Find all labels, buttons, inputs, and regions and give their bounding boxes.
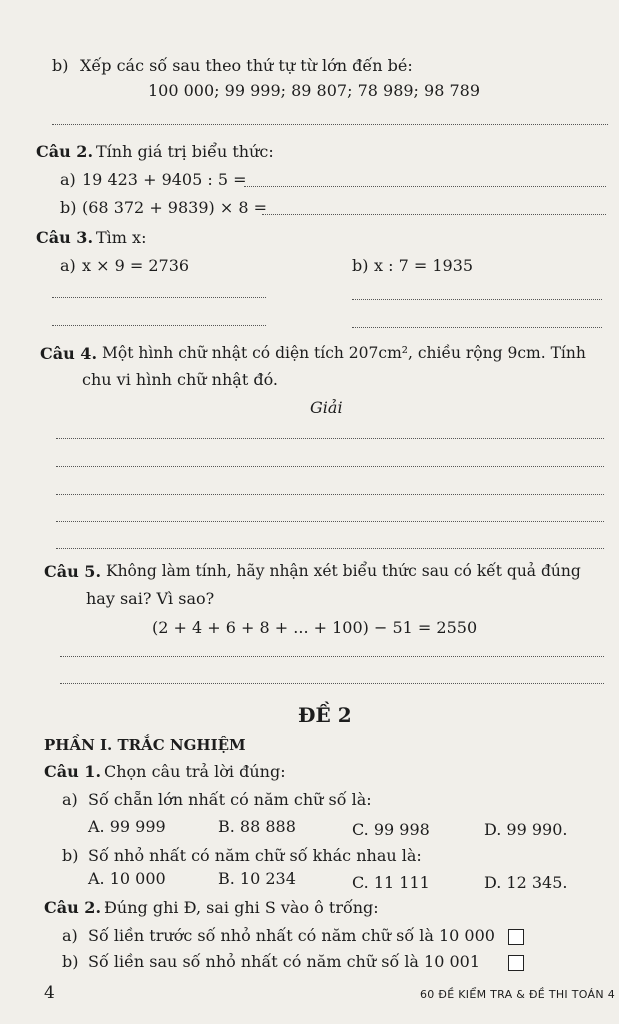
question-label: Câu 2. <box>44 898 102 917</box>
answer-line <box>52 124 608 125</box>
option-b: B. 10 234 <box>218 869 296 888</box>
question-text: Tính giá trị biểu thức: <box>96 142 274 161</box>
expression: 19 423 + 9405 : 5 = <box>82 170 247 189</box>
item-label: a) <box>60 256 76 275</box>
question-text: Số nhỏ nhất có năm chữ số khác nhau là: <box>88 846 422 865</box>
item-label: b) <box>60 198 77 217</box>
answer-line <box>56 438 604 439</box>
option-c: C. 99 998 <box>352 820 430 839</box>
answer-line <box>262 214 606 215</box>
answer-line <box>352 327 602 328</box>
expression: (2 + 4 + 6 + 8 + ... + 100) − 51 = 2550 <box>152 618 478 637</box>
answer-line <box>56 494 604 495</box>
question-text: Tìm x: <box>96 228 147 247</box>
question-text: Chọn câu trả lời đúng: <box>104 762 286 781</box>
question-label: Câu 2. <box>36 142 94 161</box>
answer-line <box>244 186 606 187</box>
expression: (68 372 + 9839) × 8 = <box>82 198 268 217</box>
question-text: Số liền sau số nhỏ nhất có năm chữ số là 10 001 <box>88 952 481 971</box>
item-label: a) <box>62 790 78 809</box>
question-text: Số liền trước số nhỏ nhất có năm chữ số là 10 000 <box>88 926 495 945</box>
answer-line <box>56 548 604 549</box>
answer-line <box>352 299 602 300</box>
question-label: Câu 4. <box>40 344 98 363</box>
page-number: 4 <box>44 983 55 1003</box>
option-c: C. 11 111 <box>352 873 430 892</box>
question-text: chu vi hình chữ nhật đó. <box>82 370 279 389</box>
section-heading: PHẦN I. TRẮC NGHIỆM <box>44 736 246 754</box>
question-label: Câu 3. <box>36 228 94 247</box>
question-text: hay sai? Vì sao? <box>86 589 215 608</box>
answer-line <box>56 521 604 522</box>
item-label: b) <box>62 952 79 971</box>
question-text: Không làm tính, hãy nhận xét biểu thức sau có kết quả đúng <box>106 562 581 580</box>
expression: x × 9 = 2736 <box>82 256 190 275</box>
answer-checkbox[interactable] <box>508 929 524 945</box>
answer-line <box>60 683 604 684</box>
item-label: a) <box>60 170 76 189</box>
question-text: Đúng ghi Đ, sai ghi S vào ô trống: <box>104 898 379 917</box>
book-title: 60 ĐỀ KIỂM TRA & ĐỀ THI TOÁN 4 <box>420 988 616 1001</box>
answer-line <box>52 325 266 326</box>
answer-line <box>52 297 266 298</box>
item-label: b) <box>352 256 369 275</box>
instruction-text: Xếp các số sau theo thứ tự từ lớn đến bé: <box>80 56 413 75</box>
option-d: D. 12 345. <box>484 873 568 892</box>
option-a: A. 10 000 <box>88 869 166 888</box>
answer-line <box>60 656 604 657</box>
number-sequence: 100 000; 99 999; 89 807; 78 989; 98 789 <box>148 81 481 100</box>
question-text: Số chẵn lớn nhất có năm chữ số là: <box>88 790 372 809</box>
question-label: Câu 1. <box>44 762 102 781</box>
option-d: D. 99 990. <box>484 820 568 839</box>
item-label: b) <box>62 846 79 865</box>
answer-checkbox[interactable] <box>508 955 524 971</box>
item-label: b) <box>52 56 69 75</box>
expression: x : 7 = 1935 <box>374 256 474 275</box>
exam-title: ĐỀ 2 <box>298 703 352 727</box>
option-a: A. 99 999 <box>88 817 166 836</box>
item-label: a) <box>62 926 78 945</box>
solution-heading: Giải <box>310 398 343 417</box>
answer-line <box>56 466 604 467</box>
option-b: B. 88 888 <box>218 817 296 836</box>
question-text: Một hình chữ nhật có diện tích 207cm², chiều rộng 9cm. Tính <box>102 344 586 362</box>
question-label: Câu 5. <box>44 562 102 581</box>
